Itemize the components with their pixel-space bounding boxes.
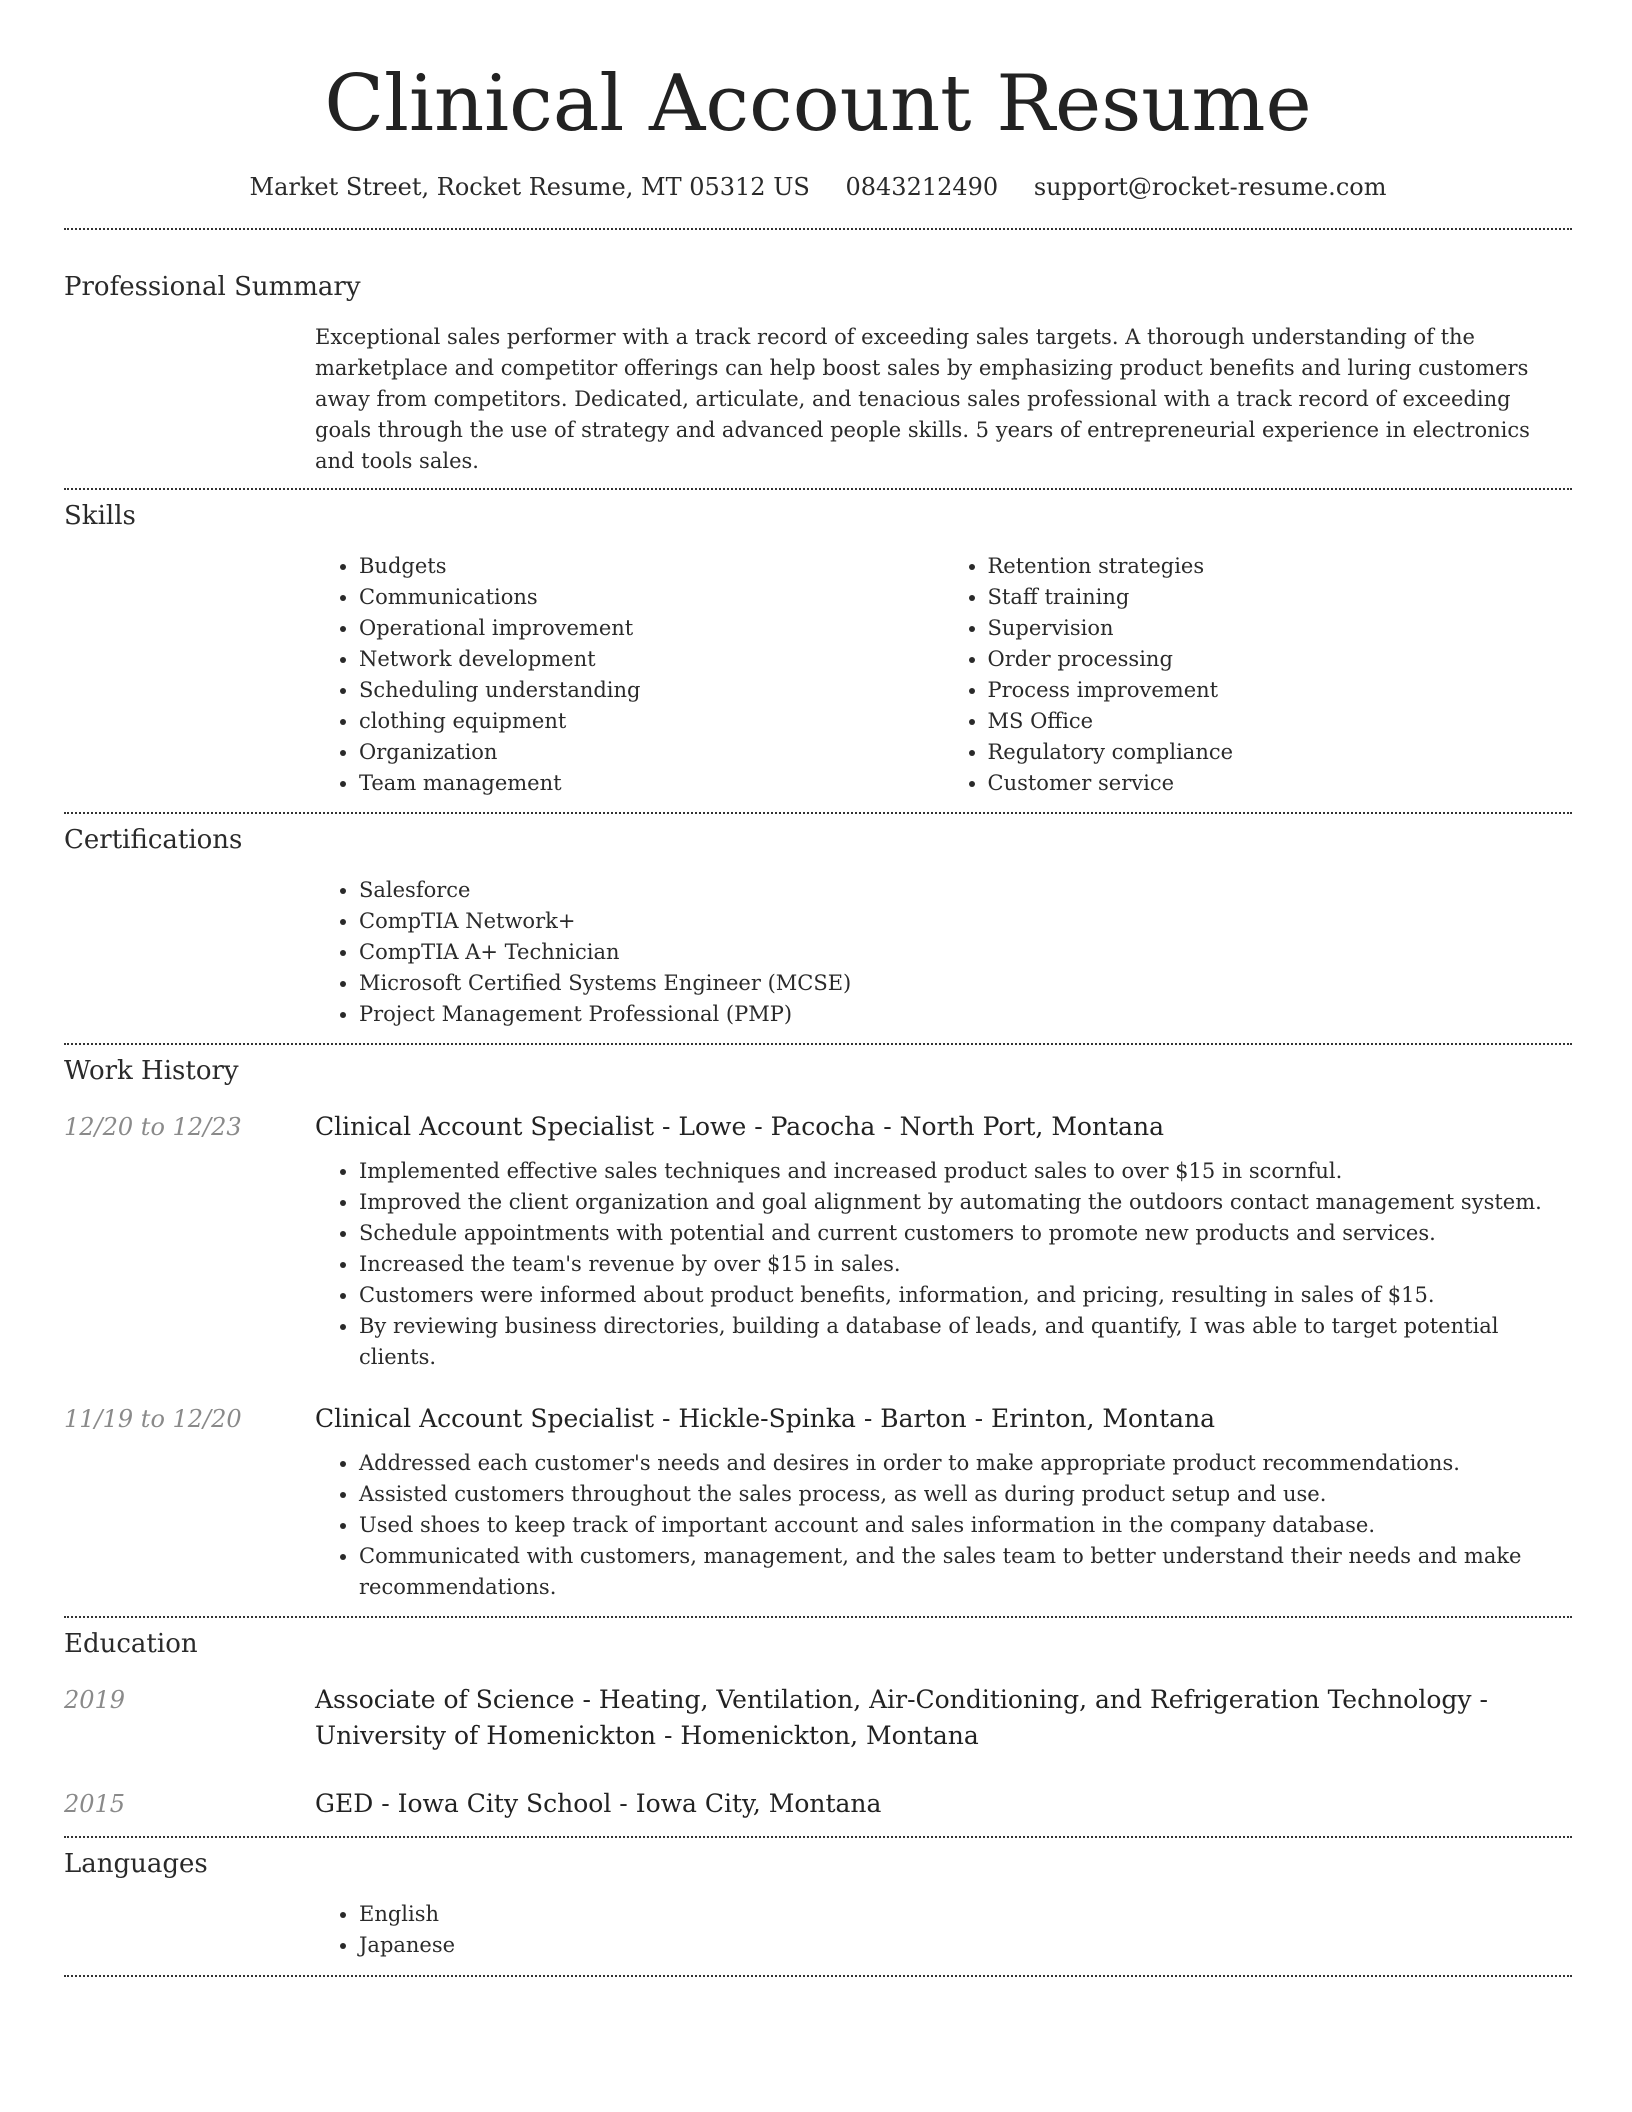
skill-item: • Communications (359, 582, 944, 613)
certifications-heading: Certifications (64, 825, 243, 855)
skill-item: • Order processing (988, 644, 1573, 675)
languages-list (315, 1899, 1572, 1961)
job-bullets (315, 1156, 1572, 1373)
certification-item: • Microsoft Certified Systems Engineer (MCSE) (359, 968, 1572, 999)
skill-item: • Customer service (988, 768, 1573, 799)
job-bullet: • Communicated with customers, management, and the sales team to better understand their needs and make recommendations. (359, 1541, 1572, 1603)
contact-email: support@rocket-resume.com (1033, 173, 1387, 201)
education-section (64, 1618, 1572, 1836)
skill-item: • MS Office (988, 706, 1573, 737)
job-entry (64, 1109, 1572, 1373)
job-bullet: • Addressed each customer's needs and desires in order to make appropriate product recommendations. (359, 1448, 1572, 1479)
skill-item: • Network development (359, 644, 944, 675)
education-entry (64, 1682, 1572, 1754)
skills-columns (315, 551, 1572, 799)
contact-phone: 0843212490 (845, 173, 999, 201)
job-details (315, 1156, 1572, 1373)
languages-content (315, 1899, 1572, 1961)
certification-item: • Project Management Professional (PMP) (359, 999, 1572, 1030)
job-bullet: • By reviewing business directories, building a database of leads, and quantify, I was able to target potential clients. (359, 1311, 1572, 1373)
language-item: • Japanese (359, 1930, 1572, 1961)
certification-item: • CompTIA A+ Technician (359, 937, 1572, 968)
job-bullet: • Customers were informed about product benefits, information, and pricing, resulting in sales of $15. (359, 1280, 1572, 1311)
skill-item: • Regulatory compliance (988, 737, 1573, 768)
job-bullet: • Improved the client organization and goal alignment by automating the outdoors contact management system. (359, 1187, 1572, 1218)
skill-item: • Process improvement (988, 675, 1573, 706)
job-dates: 11/19 to 12/20 (64, 1405, 242, 1433)
language-item: • English (359, 1899, 1572, 1930)
education-heading: Education (64, 1629, 198, 1659)
job-bullet: • Increased the team's revenue by over $15 in sales. (359, 1249, 1572, 1280)
skill-item: • Team management (359, 768, 944, 799)
skills-list-left (315, 551, 944, 799)
certifications-section (64, 814, 1572, 1043)
certification-item: • Salesforce (359, 875, 1572, 906)
job-bullet: • Implemented effective sales techniques and increased product sales to over $15 in scornful. (359, 1156, 1572, 1187)
certification-item: • CompTIA Network+ (359, 906, 1572, 937)
job-details (315, 1448, 1572, 1603)
job-bullet: • Assisted customers throughout the sales process, as well as during product setup and use. (359, 1479, 1572, 1510)
skill-item: • Budgets (359, 551, 944, 582)
languages-section (64, 1838, 1572, 1975)
summary-heading: Professional Summary (64, 272, 361, 302)
job-title: Clinical Account Specialist - Lowe - Pacocha - North Port, Montana (315, 1112, 1165, 1141)
education-title: GED - Iowa City School - Iowa City, Montana (315, 1789, 882, 1818)
skill-item: • Operational improvement (359, 613, 944, 644)
education-entry (64, 1786, 1572, 1822)
job-header (64, 1401, 1572, 1437)
job-title: Clinical Account Specialist - Hickle-Spinka - Barton - Erinton, Montana (315, 1404, 1216, 1433)
work-heading: Work History (64, 1056, 239, 1086)
skill-item: • Supervision (988, 613, 1573, 644)
work-section (64, 1045, 1572, 1616)
skill-item: • Staff training (988, 582, 1573, 613)
job-bullets (315, 1448, 1572, 1603)
job-bullet: • Schedule appointments with potential and current customers to promote new products and services. (359, 1218, 1572, 1249)
skills-list-right (944, 551, 1573, 799)
job-bullet: • Used shoes to keep track of important account and sales information in the company database. (359, 1510, 1572, 1541)
job-dates: 12/20 to 12/23 (64, 1113, 242, 1141)
education-title: Associate of Science - Heating, Ventilation, Air-Conditioning, and Refrigeration Technology - University of Homenickton - Homenickton, Montana (315, 1685, 1488, 1750)
skills-section (64, 490, 1572, 812)
contact-address: Market Street, Rocket Resume, MT 05312 US (249, 173, 810, 201)
certifications-content (315, 875, 1572, 1030)
job-entry (64, 1401, 1572, 1603)
contact-line (64, 170, 1572, 204)
languages-heading: Languages (64, 1849, 208, 1879)
summary-section (64, 230, 1572, 488)
skill-item: • Retention strategies (988, 551, 1573, 582)
summary-content (315, 322, 1572, 477)
summary-text: Exceptional sales performer with a track record of exceeding sales targets. A thorough understanding of the marketplace and competitor offerings can help boost sales by emphasizing product benefits and luring customers away from competitors. Dedicated, articulate, and tenacious sales professional with a track record of exceeding goals through the use of strategy and advanced people skills. 5 years of entrepreneurial experience in electronics and tools sales. (315, 325, 1530, 473)
divider (64, 1975, 1572, 1977)
education-date: 2015 (64, 1790, 126, 1818)
resume-page (64, 0, 1572, 1977)
skill-item: • Organization (359, 737, 944, 768)
skill-item: • clothing equipment (359, 706, 944, 737)
page-title: Clinical Account Resume (324, 59, 1312, 149)
job-header (64, 1109, 1572, 1145)
certifications-list (315, 875, 1572, 1030)
education-date: 2019 (64, 1686, 126, 1714)
skill-item: • Scheduling understanding (359, 675, 944, 706)
skills-heading: Skills (64, 501, 136, 531)
